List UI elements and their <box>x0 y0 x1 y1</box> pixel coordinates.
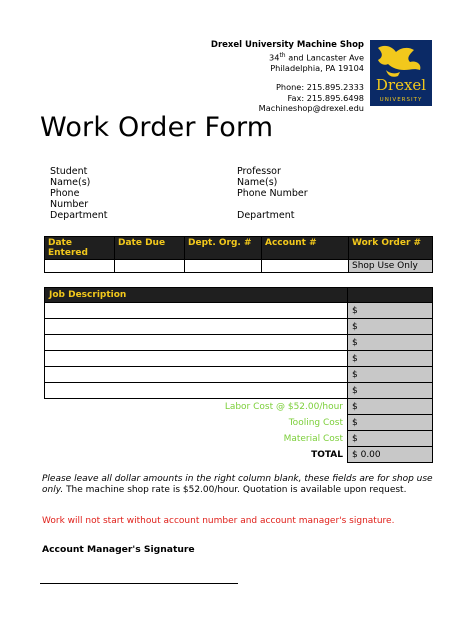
professor-department-label: Department <box>237 210 295 221</box>
note-italic: Please leave all dollar amounts in the right column blank, these fields are for shop use only. <box>42 474 433 495</box>
student-label: Student <box>50 166 88 177</box>
material-cost-row <box>45 431 433 447</box>
address-number: 34 <box>269 52 280 63</box>
dept-org-header: Dept. Org. # <box>185 237 262 260</box>
address-suffix: th <box>279 51 286 59</box>
logo-wordmark: Drexel <box>375 76 427 94</box>
job-line-amount: $ <box>348 383 433 399</box>
job-description-header: Job Description <box>45 288 348 303</box>
warning-text: Work will not start without account number and account manager's signature. <box>42 516 395 526</box>
shop-city: Philadelphia, PA 19104 <box>270 62 364 73</box>
job-line <box>45 383 433 399</box>
date-entered-field[interactable] <box>45 260 115 273</box>
job-line-field[interactable] <box>45 303 348 319</box>
professor-phone-label: Phone Number <box>237 188 308 199</box>
date-due-field[interactable] <box>115 260 185 273</box>
logo-subtitle: UNIVERSITY <box>379 97 423 103</box>
shop-phone: Phone: 215.895.2333 <box>275 82 364 93</box>
total-row <box>45 447 433 463</box>
job-line-amount: $ <box>348 351 433 367</box>
dept-org-field[interactable] <box>185 260 262 273</box>
tooling-cost-label: Tooling Cost <box>288 417 343 428</box>
tooling-cost-amount: $ <box>348 415 433 431</box>
student-number-label: Number <box>50 199 89 210</box>
signature-label: Account Manager's Signature <box>42 544 195 555</box>
professor-info <box>237 166 437 221</box>
account-field[interactable] <box>262 260 349 273</box>
shop-name: Drexel University Machine Shop <box>210 40 364 50</box>
job-line <box>45 351 433 367</box>
material-cost-amount: $ <box>348 431 433 447</box>
job-line-field[interactable] <box>45 319 348 335</box>
order-table <box>44 236 433 273</box>
shop-contact-block <box>124 40 364 114</box>
student-phone-label: Phone <box>50 188 80 199</box>
job-line-amount: $ <box>348 303 433 319</box>
material-cost-label: Material Cost <box>283 433 343 444</box>
total-label: TOTAL <box>311 449 343 460</box>
job-line-amount: $ <box>348 367 433 383</box>
shop-use-only-cell: Shop Use Only <box>349 260 433 273</box>
drexel-logo <box>370 40 432 106</box>
student-names-label: Name(s) <box>50 177 91 188</box>
student-department-label: Department <box>50 210 108 221</box>
shop-fax: Fax: 215.895.6498 <box>287 92 364 103</box>
instructions-note <box>42 474 437 496</box>
job-line-amount: $ <box>348 335 433 351</box>
job-line-field[interactable] <box>45 367 348 383</box>
job-table <box>44 287 433 463</box>
job-line-field[interactable] <box>45 351 348 367</box>
date-entered-header: Date Entered <box>45 237 115 260</box>
dragon-logo-icon <box>370 40 432 106</box>
tooling-cost-row <box>45 415 433 431</box>
job-line-field[interactable] <box>45 383 348 399</box>
order-table-row <box>45 260 433 273</box>
job-line <box>45 367 433 383</box>
job-table-header <box>45 288 433 303</box>
signature-line[interactable] <box>40 583 238 584</box>
shop-address <box>124 51 364 63</box>
work-order-header: Work Order # <box>349 237 433 260</box>
labor-cost-amount: $ <box>348 399 433 415</box>
page-title: Work Order Form <box>40 112 274 143</box>
professor-names-label: Name(s) <box>237 177 278 188</box>
address-street: and Lancaster Ave <box>285 52 364 63</box>
date-due-header: Date Due <box>115 237 185 260</box>
note-rate: The machine shop rate is $52.00/hour. Quotation is available upon request. <box>63 485 407 495</box>
job-line <box>45 335 433 351</box>
labor-cost-row <box>45 399 433 415</box>
professor-label: Professor <box>237 166 281 177</box>
job-line <box>45 303 433 319</box>
job-line <box>45 319 433 335</box>
shop-email: Machineshop@drexel.edu <box>258 103 364 114</box>
job-line-amount: $ <box>348 319 433 335</box>
order-table-header <box>45 237 433 260</box>
total-amount: $ 0.00 <box>348 447 433 463</box>
job-line-field[interactable] <box>45 335 348 351</box>
student-info <box>50 166 220 221</box>
labor-cost-label: Labor Cost @ $52.00/hour <box>224 401 343 412</box>
account-header: Account # <box>262 237 349 260</box>
